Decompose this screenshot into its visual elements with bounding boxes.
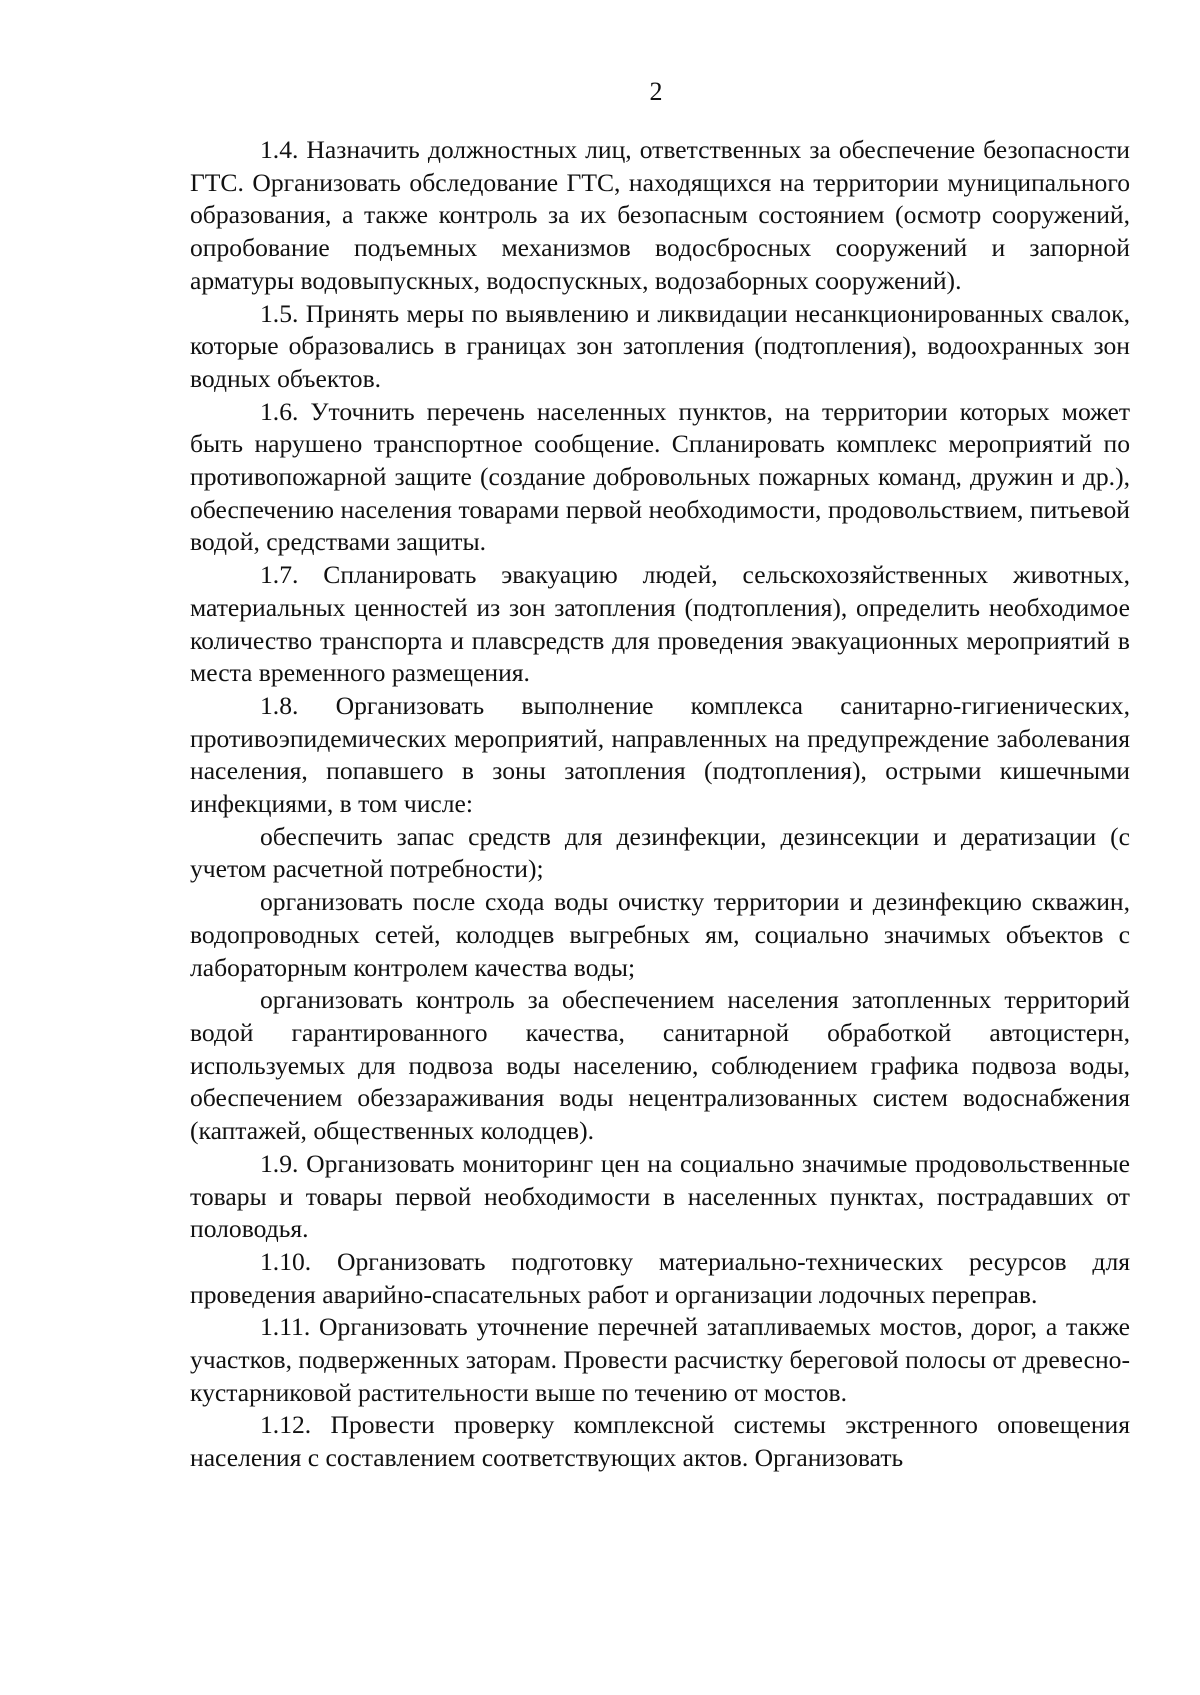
paragraph-1-9 <box>190 1148 1130 1246</box>
paragraph-text: Принять меры по выявлению и ликвидации несанкционированных свалок, которые образовались в границах зон затопления (подтопления), водоохранных зон водных объектов. <box>190 298 1130 393</box>
paragraph-number: 1.9. <box>260 1148 299 1178</box>
paragraph-text: Провести проверку комплексной системы экстренного оповещения населения с составлением соответствующих актов. Организовать <box>190 1410 1130 1473</box>
paragraph-number: 1.4. <box>260 135 299 164</box>
paragraph-1-8 <box>190 690 1130 821</box>
paragraph-text: организовать после схода воды очистку территории и дезинфекцию скважин, водопроводных сетей, колодцев выгребных ям, социально значимых объектов с лабораторным контролем качества воды; <box>190 887 1130 982</box>
paragraph-number: 1.8. <box>260 690 299 720</box>
paragraph-text: Уточнить перечень населенных пунктов, на территории которых может быть нарушено транспортное сообщение. Спланировать комплекс мероприятий по противопожарной защите (создание добровольных пожарных команд, дружин и др.), обеспечению населения товарами первой необходимости, продовольствием, питьевой водой, средствами защиты. <box>190 396 1130 557</box>
paragraph-1-10 <box>190 1246 1130 1311</box>
sub-item-water-control <box>190 984 1130 1148</box>
sub-item-disinfection-stock <box>190 821 1130 886</box>
paragraph-number: 1.6. <box>260 396 299 426</box>
paragraph-1-5 <box>190 298 1130 396</box>
paragraph-text: Организовать уточнение перечней затапливаемых мостов, дорог, а также участков, подверженных заторам. Провести расчистку береговой полосы от древесно-кустарниковой растительности выше по течению от мостов. <box>190 1312 1130 1407</box>
paragraph-number: 1.7. <box>260 560 299 590</box>
paragraph-number: 1.11. <box>260 1312 311 1342</box>
page-number: 2 <box>649 77 663 106</box>
paragraph-number: 1.12. <box>260 1410 312 1440</box>
paragraph-text: обеспечить запас средств для дезинфекции, дезинсекции и дератизации (с учетом расчетной потребности); <box>190 821 1130 884</box>
paragraph-number: 1.10. <box>260 1246 312 1276</box>
paragraph-1-7 <box>190 559 1130 690</box>
paragraph-1-4 <box>190 134 1130 298</box>
paragraph-text: Организовать подготовку материально-технических ресурсов для проведения аварийно-спасательных работ и организации лодочных переправ. <box>190 1246 1130 1309</box>
paragraph-text: организовать контроль за обеспечением населения затопленных территорий водой гарантированного качества, санитарной обработкой автоцистерн, используемых для подвоза воды населению, соблюдением графика подвоза воды, обеспечением обеззараживания воды нецентрализованных систем водоснабжения (каптажей, общественных колодцев). <box>190 985 1130 1146</box>
paragraph-1-12 <box>190 1409 1130 1474</box>
paragraph-number: 1.5. <box>260 298 299 328</box>
paragraph-text: Назначить должностных лиц, ответственных за обеспечение безопасности ГТС. Организовать обследование ГТС, находящихся на территории муниципального образования, а также контроль за их безопасным состоянием (осмотр сооружений, опробование подъемных механизмов водосбросных сооружений и запорной арматуры водовыпускных, водоспускных, водозаборных сооружений). <box>190 135 1130 295</box>
paragraph-text: Спланировать эвакуацию людей, сельскохозяйственных животных, материальных ценностей из зон затопления (подтопления), определить необходимое количество транспорта и плавсредств для проведения эвакуационных мероприятий в места временного размещения. <box>190 560 1130 688</box>
document-body <box>190 134 1130 1475</box>
paragraph-text: Организовать выполнение комплекса санитарно-гигиенических, противоэпидемических мероприятий, направленных на предупреждение заболевания населения, попавшего в зоны затопления (подтопления), острыми кишечными инфекциями, в том числе: <box>190 690 1130 819</box>
paragraph-1-6 <box>190 396 1130 560</box>
paragraph-text: Организовать мониторинг цен на социально значимые продовольственные товары и товары первой необходимости в населенных пунктах, пострадавших от половодья. <box>190 1148 1130 1244</box>
sub-item-cleanup <box>190 886 1130 984</box>
paragraph-1-11 <box>190 1311 1130 1409</box>
